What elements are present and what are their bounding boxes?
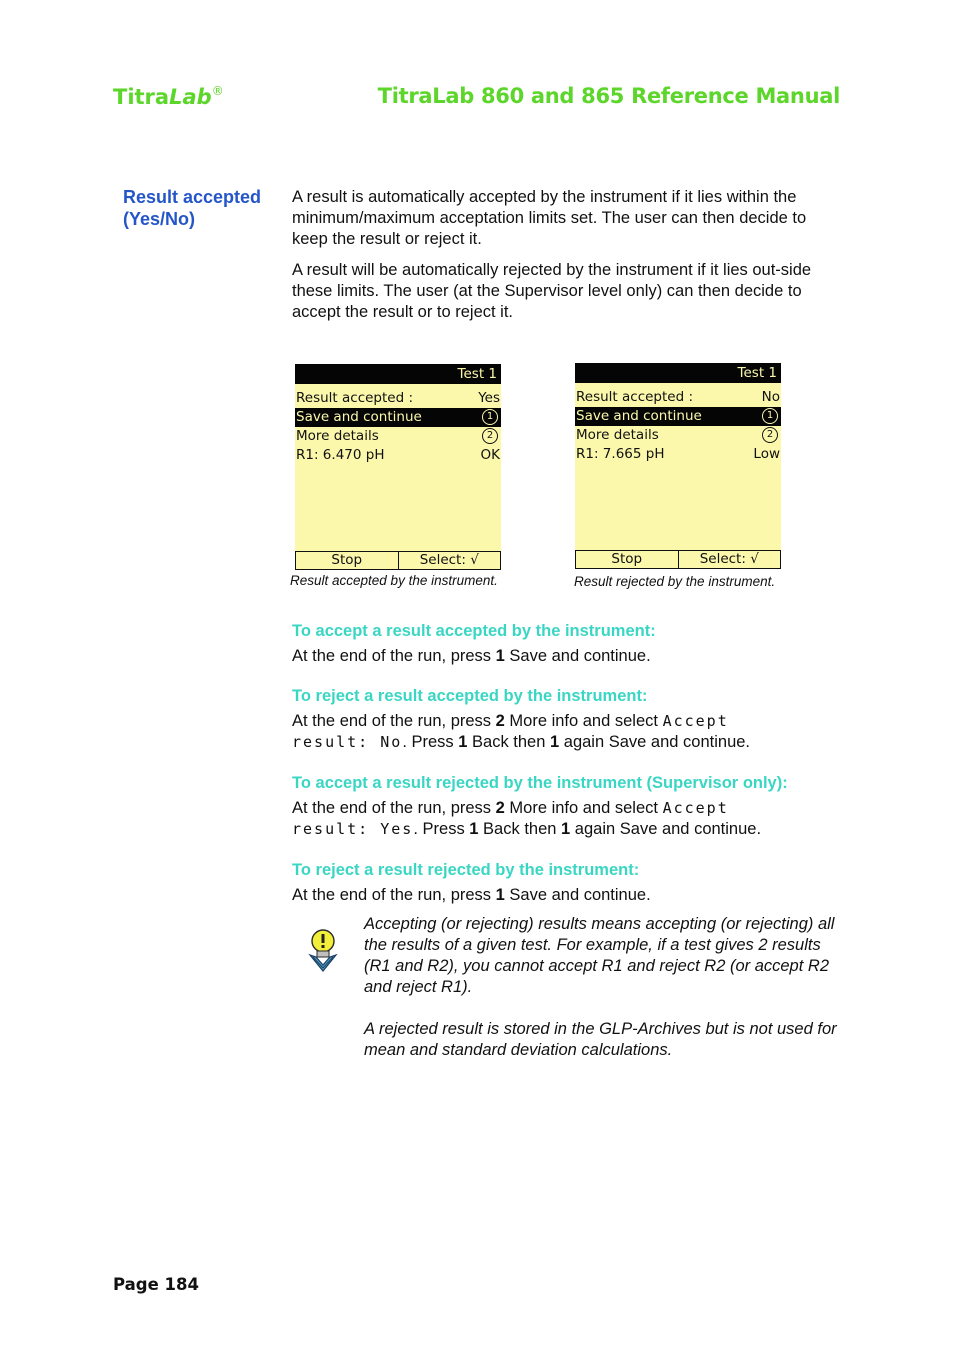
warning-bulb-icon [306,927,340,973]
text-run: again Save and continue. [559,733,751,751]
procedure-text-1 [292,646,837,667]
lcd-row-save-continue[interactable] [575,407,781,426]
section-title: Result accepted (Yes/No) [123,187,262,229]
manual-title: TitraLab 860 and 865 Reference Manual [377,84,840,108]
lcd-row-save-continue[interactable] [295,408,501,427]
text-run: At the end of the run, press [292,799,496,817]
caption-accepted: Result accepted by the instrument. [290,573,498,588]
page-number: Page 184 [113,1275,199,1294]
note-text [364,914,839,1082]
brand-suffix: Lab [169,85,212,109]
softkey-stop[interactable]: Stop [611,551,643,567]
brand-registered-mark: ® [211,84,224,98]
lcd-row-label: R1: 7.665 pH [576,446,665,462]
text-run: Save and continue. [504,886,651,904]
key-ref: 2 [495,712,505,730]
lcd-row-value: OK [480,447,500,463]
menu-code: result: No [292,733,403,751]
procedure-text-3 [292,798,837,840]
key-ref: 1 [550,733,560,751]
text-run: More info and select [504,712,663,730]
lcd-row-label: Save and continue [576,408,702,424]
text-run: Back then [467,733,550,751]
text-run: Save and continue. [504,647,651,665]
text-run: Back then [478,820,562,838]
text-run: . Press [413,820,470,838]
key-ref: 1 [458,733,468,751]
note-paragraph-2: A rejected result is stored in the GLP-Archives but is not used for mean and standard deviation calculations. [364,1020,837,1059]
note-paragraph-1: Accepting (or rejecting) results means accepting (or rejecting) all the results of a given test. For example, if a test gives 2 results (R1 and R2), you cannot accept R1 and reject R2 (or accept R2 and reject R1). [364,915,835,996]
key-ref: 1 [469,820,479,838]
lcd-screen-accepted [295,364,501,570]
brand-prefix: Titra [113,85,170,109]
procedure-heading-4: To reject a result rejected by the instrument: [292,861,640,879]
intro-paragraph-1: A result is automatically accepted by the instrument if it lies within the minimum/maximum acceptation limits set. The user can then decide to keep the result or reject it. [292,188,807,248]
intro-text [292,187,837,323]
lcd-row-value: No [761,389,780,405]
key-ref: 1 [495,886,505,904]
text-run: . Press [402,733,459,751]
text-run: again Save and continue. [570,820,762,838]
lcd-row-result-value [295,446,501,465]
key-2-icon: 2 [762,427,778,443]
text-run: At the end of the run, press [292,886,496,904]
lcd-softkeys [295,551,501,570]
procedure-heading-3: To accept a result rejected by the instrument (Supervisor only): [292,774,788,792]
menu-code: Accept [662,712,729,730]
key-1-icon: 1 [762,408,778,424]
lcd-row-result-accepted [295,389,501,408]
lcd-row-label: More details [296,428,379,444]
key-ref: 1 [495,647,505,665]
lcd-row-label: Save and continue [296,409,422,425]
lcd-softkeys [575,550,781,569]
intro-paragraph-2: A result will be automatically rejected by the instrument if it lies out-side these limits. The user (at the Supervisor level only) can then decide to accept the result or to reject it. [292,261,812,321]
brand-logo [113,84,224,109]
procedure-text-2 [292,711,837,753]
softkey-select[interactable]: Select: √ [398,552,501,569]
lcd-row-result-value [575,445,781,464]
lcd-row-result-accepted [575,388,781,407]
lcd-row-label: R1: 6.470 pH [296,447,385,463]
lcd-row-value: Yes [478,390,500,406]
lcd-row-more-details[interactable] [575,426,781,445]
softkey-stop[interactable]: Stop [331,552,363,568]
menu-code: result: Yes [292,820,414,838]
menu-code: Accept [662,799,729,817]
text-run: At the end of the run, press [292,647,496,665]
lcd-title: Test 1 [575,363,781,383]
key-1-icon: 1 [482,409,498,425]
lcd-screen-rejected [575,363,781,569]
procedure-text-4 [292,885,837,906]
lcd-title: Test 1 [295,364,501,384]
caption-rejected: Result rejected by the instrument. [574,574,776,589]
softkey-select[interactable]: Select: √ [678,551,781,568]
text-run: More info and select [504,799,663,817]
key-ref: 2 [495,799,505,817]
key-ref: 1 [561,820,571,838]
text-run: At the end of the run, press [292,712,496,730]
lcd-row-label: Result accepted : [296,390,414,406]
lcd-row-label: Result accepted : [576,389,694,405]
lcd-row-more-details[interactable] [295,427,501,446]
procedure-heading-2: To reject a result accepted by the instrument: [292,687,648,705]
procedure-heading-1: To accept a result accepted by the instrument: [292,622,656,640]
lcd-row-label: More details [576,427,659,443]
key-2-icon: 2 [482,428,498,444]
lcd-row-value: Low [753,446,780,462]
